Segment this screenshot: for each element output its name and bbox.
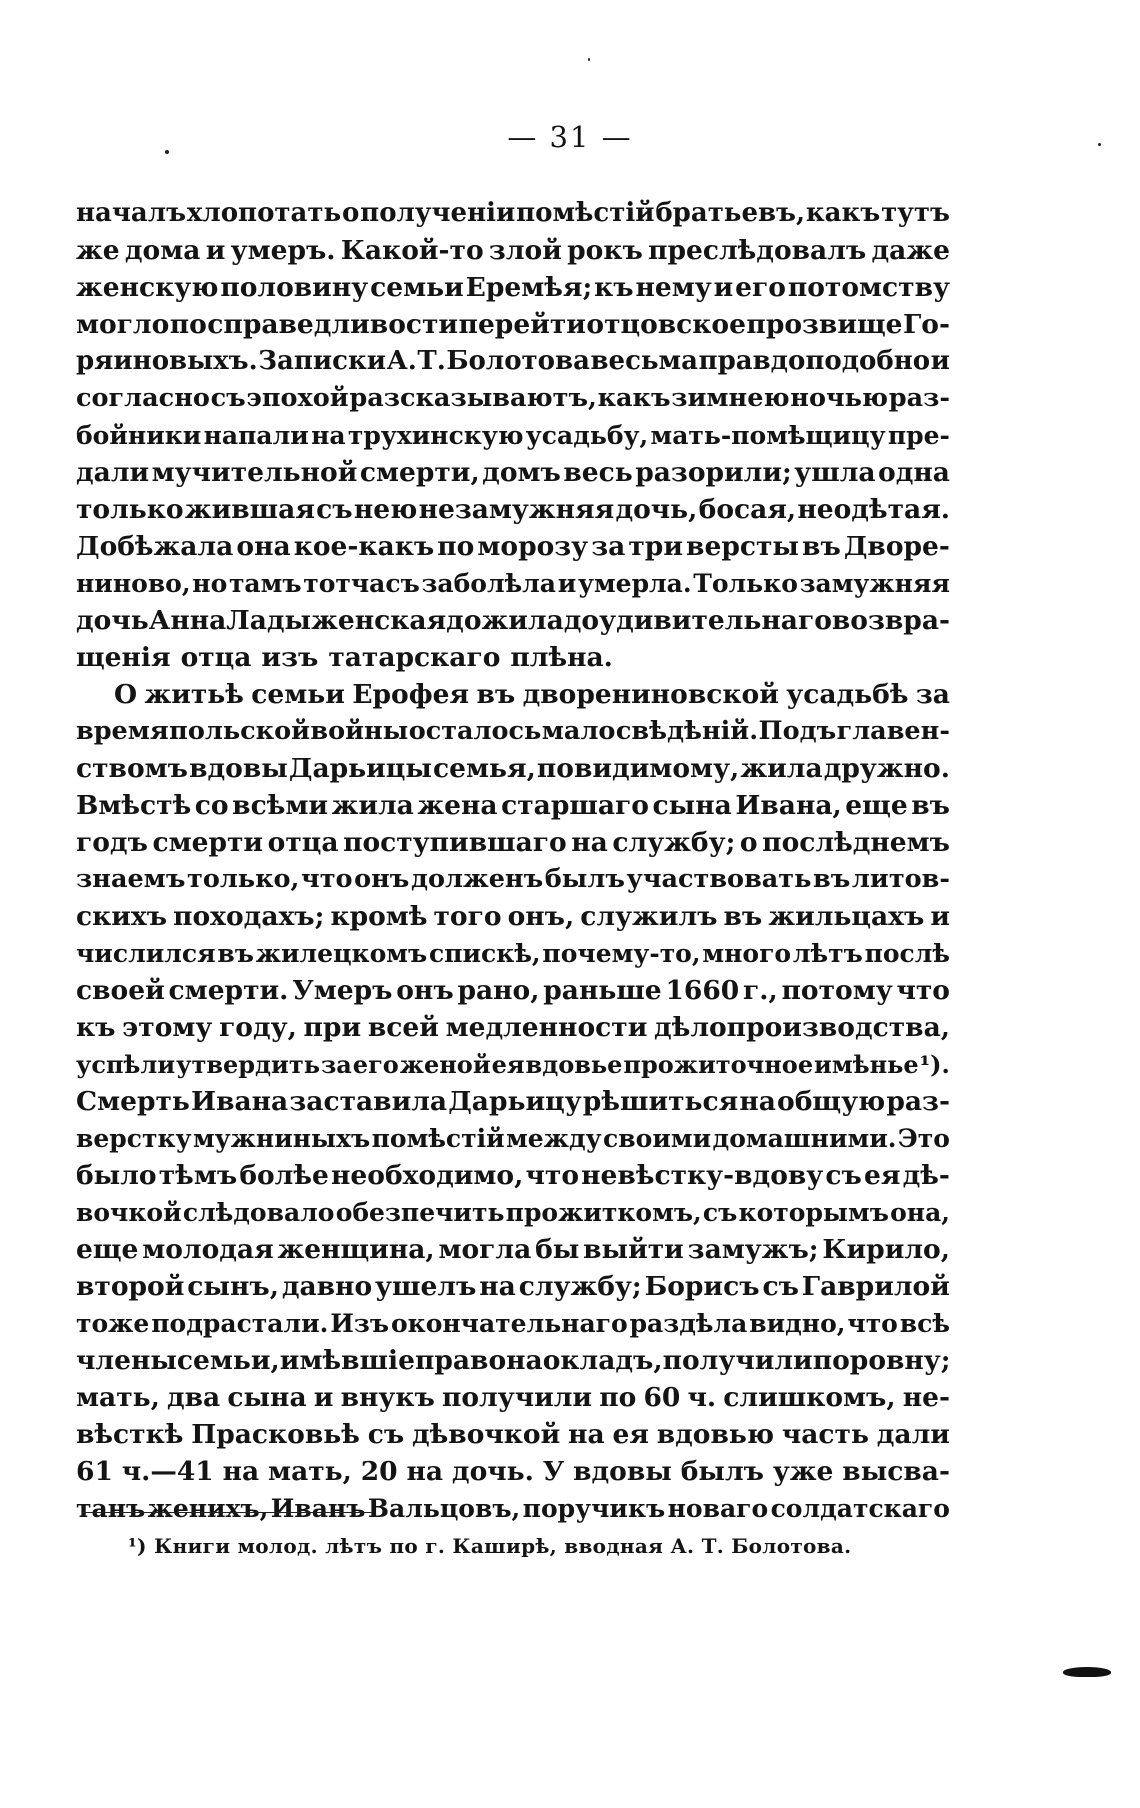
text-line: члены семьи, имѣвшіе право на окладъ, получили поровну;: [76, 1345, 951, 1376]
text-line: еще молодая женщина, могла бы выйти замужъ; Кирило,: [76, 1234, 950, 1265]
text-line: дочь Анна Ладыженская дожила до удивительнаго возвра-: [76, 605, 951, 636]
text-line: къ этому году, при всей медленности дѣлопроизводства,: [76, 1012, 950, 1043]
text-line: скихъ походахъ; кромѣ того онъ, служилъ въ жильцахъ и: [76, 901, 950, 932]
text-line: ствомъ вдовы Дарьицы семья, повидимому, жила дружно.: [76, 753, 950, 784]
body-text: [76, 195, 950, 1527]
text-line: вѣсткѣ Прасковьѣ съ дѣвочкой на ея вдовью часть дали: [76, 1419, 950, 1450]
footnote-divider: [82, 1512, 372, 1513]
ink-blot: [1063, 1667, 1111, 1677]
text-line: было тѣмъ болѣе необходимо, что невѣстку-вдову съ ея дѣ-: [76, 1160, 950, 1191]
text-line: Добѣжала она кое-какъ по морозу за три версты въ Дворе-: [76, 531, 950, 562]
text-line: танъ женихъ, Иванъ Вальцовъ, поручикъ новаго солдатскаго: [76, 1494, 950, 1523]
text-line: же дома и умеръ. Какой-то злой рокъ преслѣдовалъ даже: [76, 235, 950, 266]
text-line: согласно съ эпохой разсказываютъ, какъ зимнею ночью раз-: [76, 383, 950, 413]
text-line: женскую половину семьи Еремѣя; къ нему и его потомству: [76, 272, 950, 303]
text-line: успѣли утвердить за его женой ея вдовье прожиточное имѣнье ¹).: [76, 1050, 950, 1079]
text-line: Вмѣстѣ со всѣми жила жена старшаго сына Ивана, еще въ: [76, 790, 950, 821]
text-line: мать, два сына и внукъ получили по 60 ч. слишкомъ, не-: [76, 1382, 950, 1413]
text-line: вочкой слѣдовало обезпечить прожиткомъ, съ которымъ она,: [76, 1198, 950, 1227]
text-line: годъ смерти отца поступившаго на службу; о послѣднемъ: [76, 827, 950, 858]
text-line: бойники напали на трухинскую усадьбу, мать-помѣщицу пре-: [76, 421, 950, 450]
text-line: числился въ жилецкомъ спискѣ, почему-то, много лѣтъ послѣ: [76, 939, 950, 968]
text-line: только жившая съ нею незамужняя дочь, босая, неодѣтая.: [76, 494, 950, 525]
text-line: щенія отца изъ татарскаго плѣна.: [76, 642, 613, 673]
text-line: своей смерти. Умеръ онъ рано, раньше 1660 г., потому что: [76, 975, 950, 1006]
text-line: дали мучительной смерти, домъ весь разорили; ушла одна: [76, 457, 950, 488]
page-number: — 31 —: [507, 120, 633, 154]
text-line: ряиновыхъ. Записки А. Т. Болотова весьма правдоподобно и: [76, 346, 950, 376]
text-line: 61 ч.—41 на мать, 20 на дочь. У вдовы былъ уже высва-: [76, 1456, 950, 1487]
text-line: знаемъ только, что онъ долженъ былъ участвовать въ литов-: [76, 864, 950, 894]
text-line: время польской войны осталось мало свѣдѣній. Подъ главен-: [76, 716, 950, 746]
text-line: верстку мужниныхъ помѣстій между своими домашними. Это: [76, 1124, 950, 1153]
text-line: второй сынъ, давно ушелъ на службу; Борисъ съ Гаврилой: [76, 1271, 950, 1302]
print-speck: [588, 58, 590, 61]
text-line: Смерть Ивана заставила Дарьицу рѣшиться на общую раз-: [76, 1086, 950, 1117]
text-line: ниново, но тамъ тотчасъ заболѣла и умерла. Только замужняя: [76, 569, 950, 598]
print-speck: [1098, 143, 1101, 146]
text-line: могло по справедливости перейти отцовское прозвище Го-: [76, 309, 950, 340]
text-line: О житьѣ семьи Ерофея въ дворениновской усадьбѣ за: [114, 679, 950, 710]
text-line: тоже подрастали. Изъ окончательнаго раздѣла видно, что всѣ: [76, 1309, 950, 1338]
text-line: началъ хлопотать о полученіи помѣстій братьевъ, какъ тутъ: [76, 198, 950, 228]
print-speck: [165, 150, 169, 154]
footnote: ¹) Книги молод. лѣтъ по г. Каширѣ, вводная А. Т. Болотова.: [128, 1534, 852, 1558]
